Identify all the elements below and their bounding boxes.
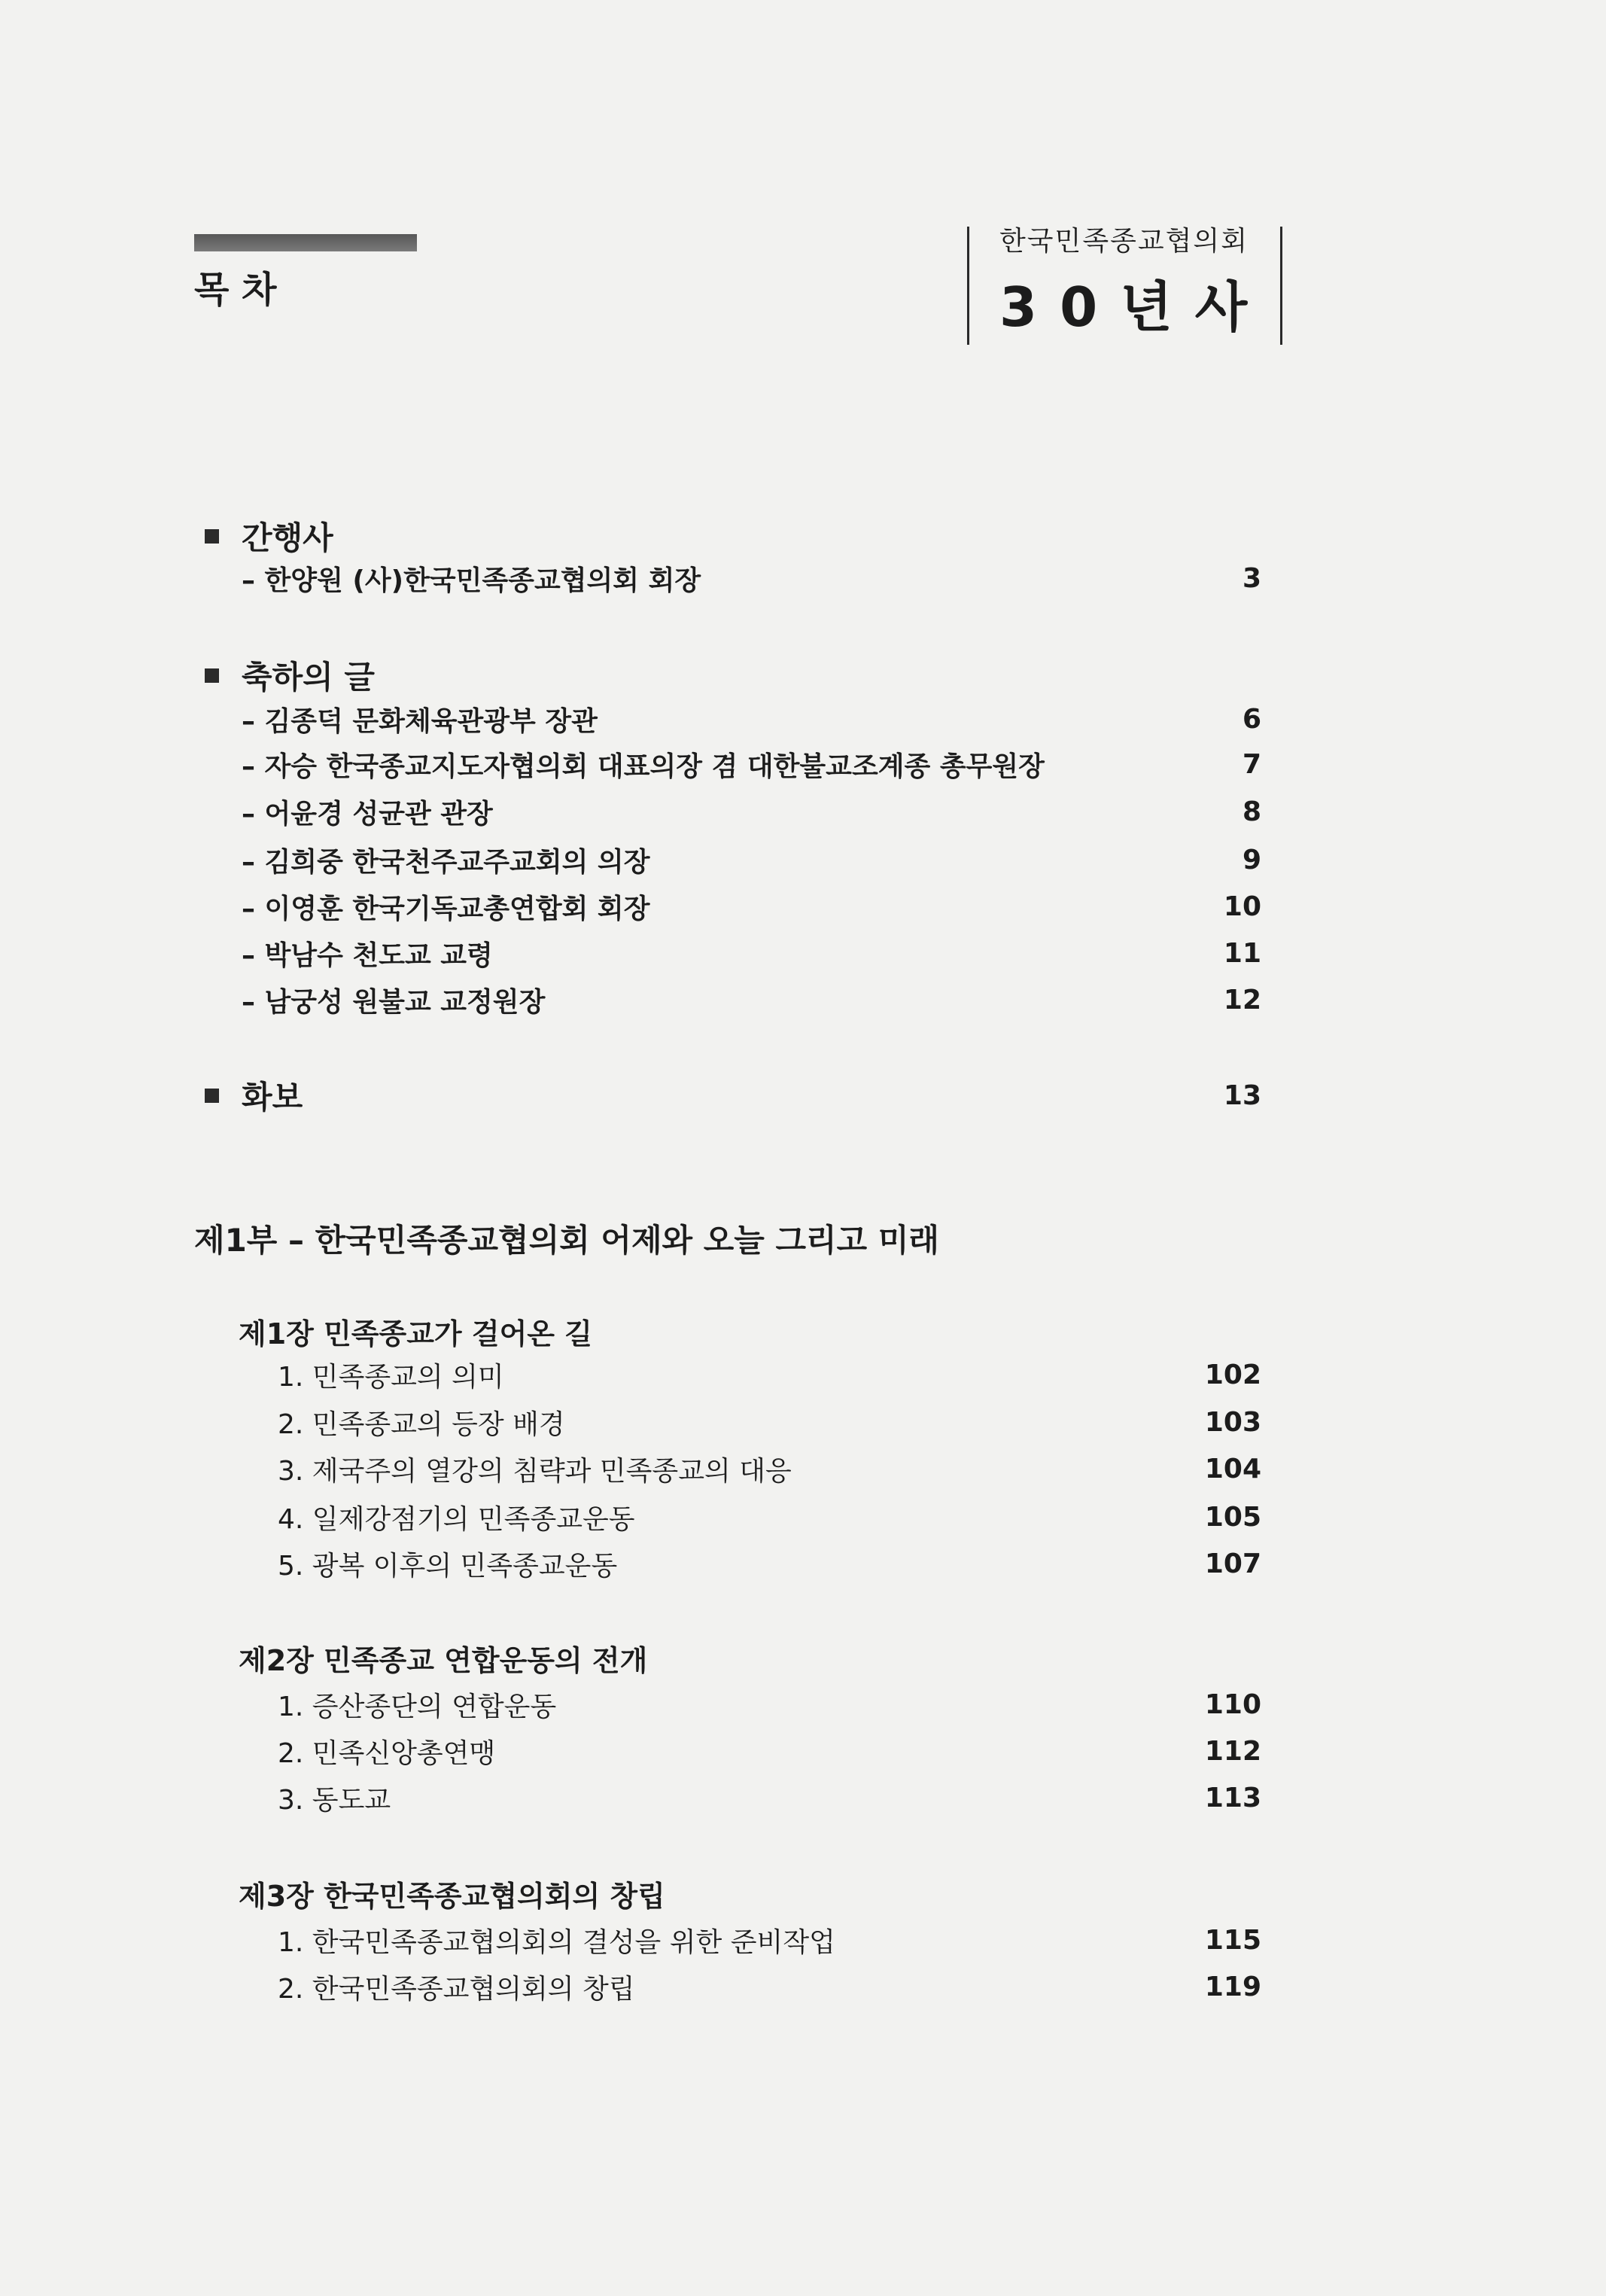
toc-entry-page: 110 [1204, 1689, 1261, 1720]
part-title [194, 1219, 1261, 1258]
toc-entry-label: – 자승 한국종교지도자협의회 대표의장 겸 대한불교조계종 총무원장 [242, 751, 1045, 782]
toc-entry [278, 1778, 1261, 1817]
toc-entry [278, 1402, 1261, 1442]
toc-entry-page: 115 [1204, 1924, 1261, 1956]
section-heading-lead [205, 653, 375, 698]
toc-entry-label: 1. 한국민족종교협의회의 결성을 위한 준비작업 [278, 1926, 835, 1958]
toc-entry [242, 933, 1261, 973]
chapter-title [239, 1874, 1261, 1913]
square-bullet-icon [205, 1089, 219, 1103]
toc-entry [278, 1544, 1261, 1583]
toc-entry-label: – 박남수 천도교 교령 [242, 939, 493, 971]
book-title: 30년사 [999, 276, 1270, 339]
toc-entry-page: 103 [1204, 1406, 1261, 1438]
header-accent-bar [194, 234, 417, 251]
toc-entry-page: 104 [1204, 1453, 1261, 1484]
toc-entry-page: 7 [1242, 748, 1261, 780]
toc-entry [278, 1355, 1261, 1394]
toc-section-heading [205, 656, 1261, 695]
toc-entry-label: – 남궁성 원불교 교정원장 [242, 986, 546, 1018]
toc-entry [242, 745, 1261, 784]
toc-entry-label: 3. 제국주의 열강의 침략과 민족종교의 대응 [278, 1455, 792, 1487]
toc-entry-page: 112 [1204, 1735, 1261, 1767]
toc-entry-label: 3. 동도교 [278, 1784, 391, 1816]
toc-entry-label: 2. 민족종교의 등장 배경 [278, 1408, 565, 1440]
chapter-title [239, 1638, 1261, 1677]
toc-entry-page: 3 [1242, 562, 1261, 594]
toc-entry [242, 980, 1261, 1019]
section-heading-lead [205, 1073, 303, 1118]
toc-entry-page: 11 [1223, 937, 1261, 969]
toc-entry-page: 119 [1204, 1971, 1261, 2002]
toc-entry [278, 1449, 1261, 1488]
toc-entry-label: – 김종덕 문화체육관광부 장관 [242, 705, 598, 737]
toc-entry-label: – 한양원 (사)한국민족종교협의회 회장 [242, 565, 701, 596]
toc-entry-label: 4. 일제강점기의 민족종교운동 [278, 1503, 635, 1535]
chapter-title-text: 제3장 한국민족종교협의회의 창립 [239, 1879, 665, 1913]
section-title: 간행사 [242, 519, 333, 556]
toc-entry-page: 10 [1223, 891, 1261, 922]
toc-entry-page: 6 [1242, 703, 1261, 735]
toc-entry [242, 840, 1261, 879]
chapter-title [239, 1311, 1261, 1350]
toc-entry-page: 8 [1242, 796, 1261, 827]
toc-entry-label: – 어윤경 성균관 관장 [242, 798, 493, 830]
toc-entry [242, 887, 1261, 926]
toc-entry [278, 1497, 1261, 1536]
toc-entry [242, 559, 1261, 598]
toc-entry-page: 12 [1223, 984, 1261, 1016]
section-title: 화보 [242, 1079, 303, 1116]
title-box-right-rule [1280, 227, 1282, 345]
square-bullet-icon [205, 529, 219, 544]
toc-entry-label: 5. 광복 이후의 민족종교운동 [278, 1550, 618, 1582]
section-title: 축하의 글 [242, 659, 375, 696]
toc-entry [242, 792, 1261, 831]
organization-name: 한국민족종교협의회 [999, 226, 1249, 257]
toc-entry-page: 107 [1204, 1548, 1261, 1579]
toc-entry-label: 2. 민족신앙총연맹 [278, 1737, 496, 1769]
section-heading-lead [205, 513, 333, 559]
toc-entry-page: 9 [1242, 844, 1261, 875]
square-bullet-icon [205, 668, 219, 683]
toc-entry-page: 13 [1223, 1079, 1261, 1111]
toc-entry [278, 1731, 1261, 1771]
toc-entry-label: – 이영훈 한국기독교총연합회 회장 [242, 893, 650, 924]
toc-entry [278, 1685, 1261, 1724]
toc-entry-label: 1. 증산종단의 연합운동 [278, 1691, 557, 1722]
toc-entry [278, 1967, 1261, 2006]
toc-entry-page: 102 [1204, 1359, 1261, 1390]
chapter-title-text: 제1장 민족종교가 걸어온 길 [239, 1317, 592, 1350]
toc-section-heading [205, 1076, 1261, 1115]
toc-entry-page: 105 [1204, 1501, 1261, 1533]
toc-entry-label: 1. 민족종교의 의미 [278, 1361, 504, 1393]
title-box-left-rule [967, 227, 969, 345]
toc-entry-label: 2. 한국민족종교협의회의 창립 [278, 1973, 635, 2005]
toc-entry [278, 1920, 1261, 1960]
toc-entry-page: 113 [1204, 1782, 1261, 1813]
chapter-title-text: 제2장 민족종교 연합운동의 전개 [239, 1643, 648, 1677]
toc-entry-label: – 김희중 한국천주교주교회의 의장 [242, 846, 650, 878]
toc-section-heading [205, 516, 1261, 556]
part-title-text: 제1부 – 한국민족종교협의회 어제와 오늘 그리고 미래 [194, 1222, 939, 1259]
toc-entry [242, 699, 1261, 738]
toc-title: 목 차 [194, 269, 277, 311]
